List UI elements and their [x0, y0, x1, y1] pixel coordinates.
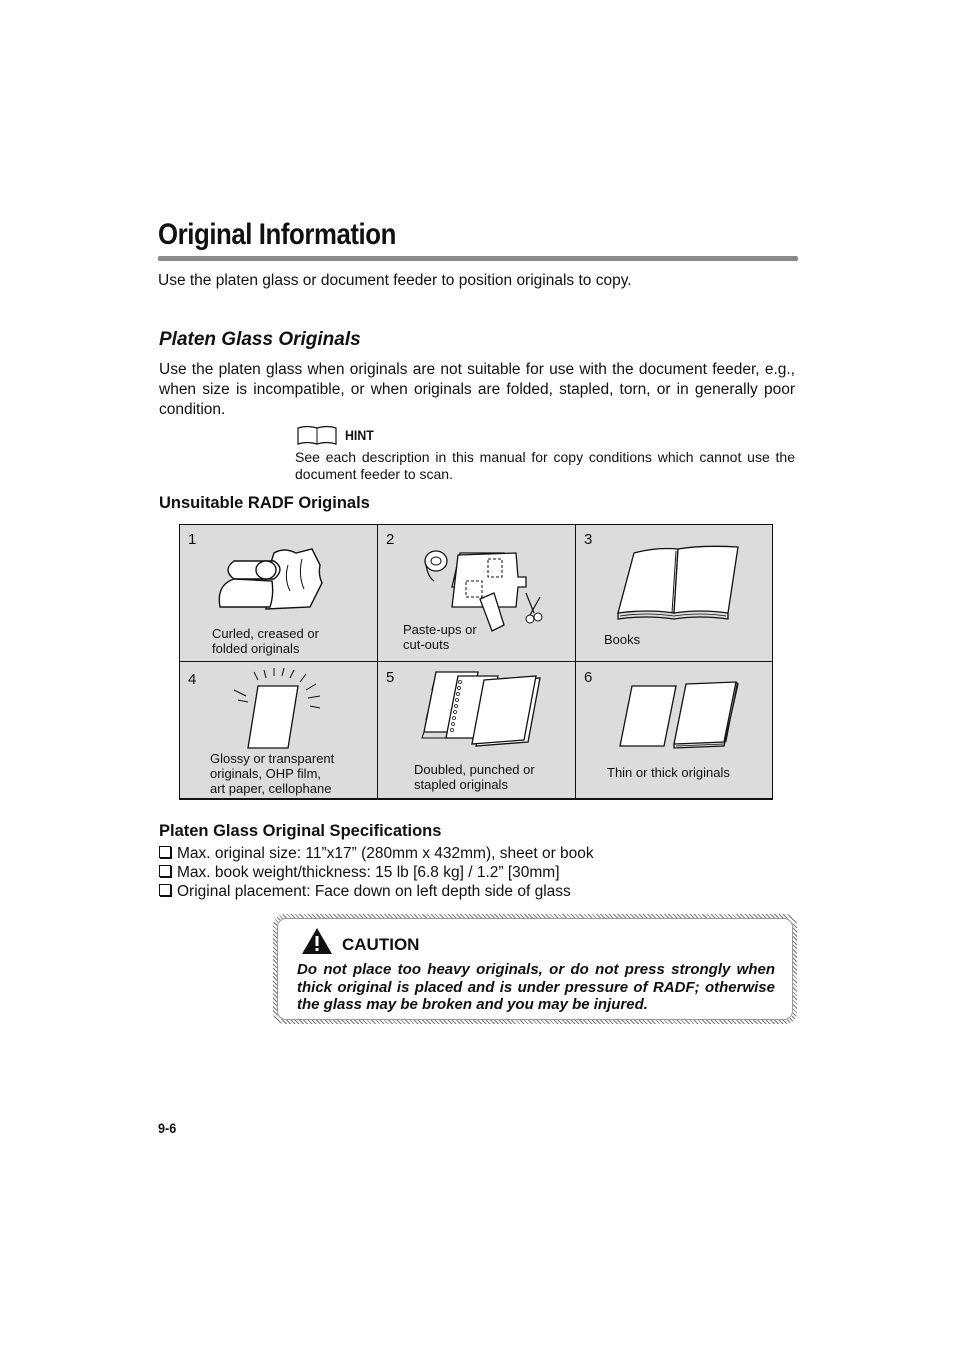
- spec-heading: Platen Glass Original Specifications: [159, 822, 442, 840]
- cell-number: 1: [188, 531, 197, 548]
- cell-number: 3: [584, 531, 593, 548]
- caption-line: Curled, creased or: [212, 626, 319, 641]
- caption-line: Paste-ups or: [403, 622, 477, 637]
- book-icon: [297, 425, 337, 445]
- list-item: [159, 863, 594, 882]
- hint-label: HINT: [345, 427, 374, 443]
- cell-number: 2: [386, 531, 395, 548]
- cell-number: 5: [386, 669, 395, 686]
- glossy-sheet-icon: [230, 666, 350, 750]
- spec-list: [159, 844, 594, 901]
- caption-line: art paper, cellophane: [210, 781, 332, 796]
- cell-number: 6: [584, 669, 593, 686]
- grid-cell-1: [180, 525, 377, 661]
- cell-number: 4: [188, 671, 197, 688]
- grid-cell-6: [576, 662, 773, 799]
- grid-cell-3: [576, 525, 773, 661]
- caption-line: Books: [604, 632, 641, 647]
- hint-text: See each description in this manual for copy conditions which cannot use the document feeder to scan.: [295, 449, 795, 482]
- list-item: [159, 844, 594, 863]
- page-number: 9-6: [158, 1120, 177, 1136]
- intro-text: Use the platen glass or document feeder to position originals to copy.: [158, 272, 632, 289]
- caption-line: cut-outs: [403, 637, 450, 652]
- page-title: Original Information: [158, 218, 396, 251]
- curled-paper-icon: [214, 545, 344, 611]
- checkbox-bullet-icon: [159, 846, 171, 858]
- grid-cell-5: [378, 662, 575, 799]
- caption-line: Doubled, punched or: [414, 762, 535, 777]
- spec-text: Original placement: Face down on left depth side of glass: [177, 883, 571, 900]
- caution-label: CAUTION: [342, 935, 420, 954]
- section-heading: Platen Glass Originals: [159, 329, 361, 350]
- caption-line: originals, OHP film,: [210, 766, 322, 781]
- warning-icon: [300, 926, 334, 956]
- book-open-icon: [616, 543, 740, 623]
- punched-sheets-icon: [418, 668, 548, 752]
- spec-text: Max. original size: 11”x17” (280mm x 432mm), sheet or book: [177, 845, 594, 862]
- checkbox-bullet-icon: [159, 865, 171, 877]
- caution-box: [273, 914, 797, 1024]
- checkbox-bullet-icon: [159, 884, 171, 896]
- list-item: [159, 882, 594, 901]
- spec-text: Max. book weight/thickness: 15 lb [6.8 kg] / 1.2” [30mm]: [177, 864, 560, 881]
- caption-line: folded originals: [212, 641, 300, 656]
- caption-line: Glossy or transparent: [210, 751, 335, 766]
- thin-thick-sheets-icon: [616, 680, 746, 750]
- unsuitable-heading: Unsuitable RADF Originals: [159, 494, 370, 512]
- caption-line: stapled originals: [414, 777, 508, 792]
- caution-text: Do not place too heavy originals, or do not press strongly when thick original is placed and is under pressure of RADF; otherwise the glass may be broken and you may be injured.: [297, 961, 775, 1013]
- caption-line: Thin or thick originals: [607, 765, 730, 780]
- title-rule: [158, 256, 798, 261]
- grid-cell-4: [180, 662, 377, 799]
- unsuitable-originals-grid: [179, 524, 773, 800]
- section-body: Use the platen glass when originals are not suitable for use with the document feeder, e.g., when size is incompatible, or when originals are folded, stapled, torn, or in generally poor condition.: [159, 361, 795, 418]
- grid-cell-2: [378, 525, 575, 661]
